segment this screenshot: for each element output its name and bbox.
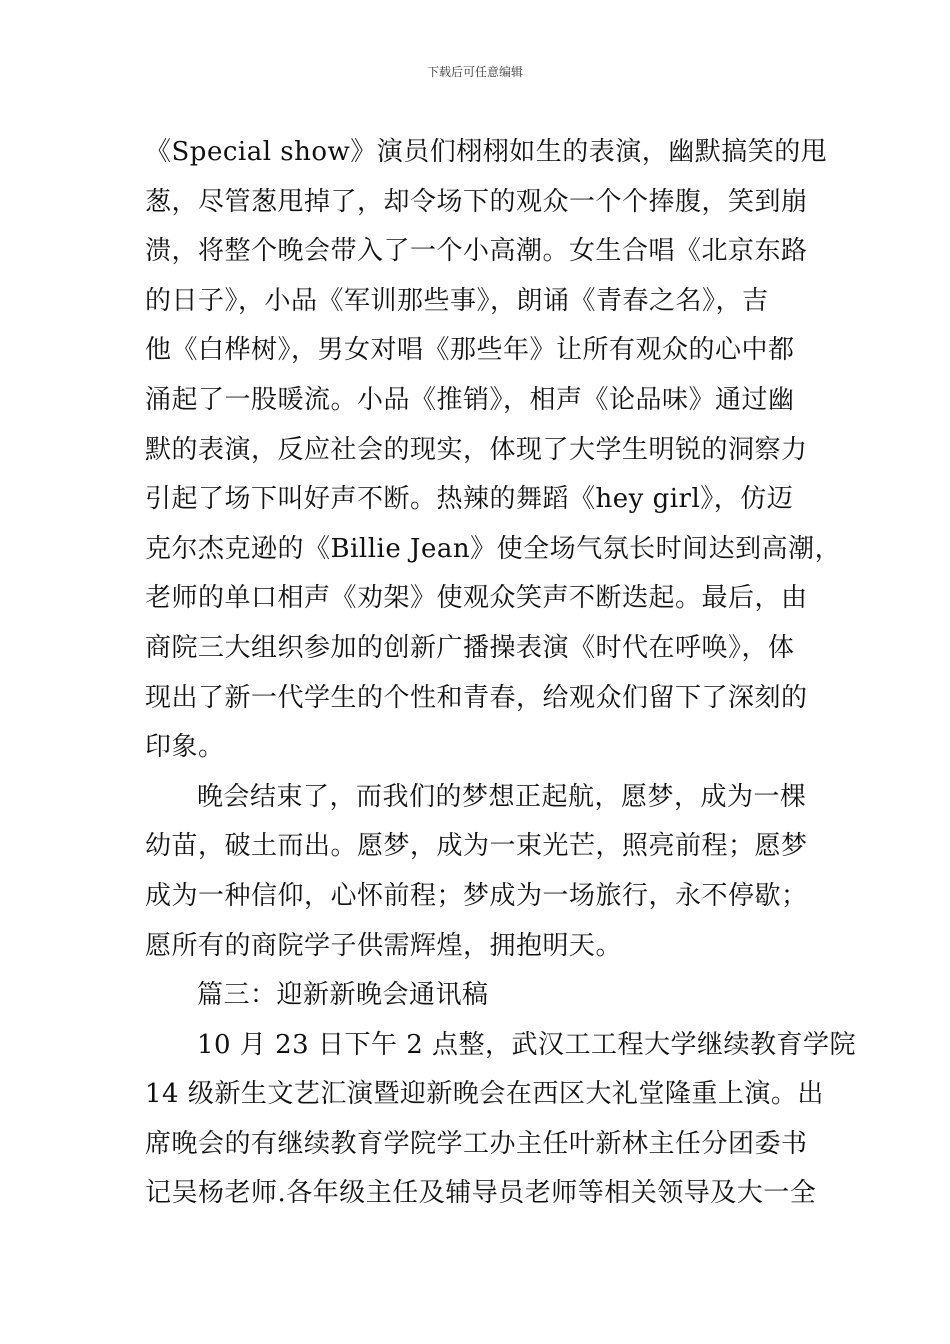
text-line: 溃，将整个晚会带入了一个小高潮。女生合唱《北京东路 [145,236,808,267]
page-header-note: 下载后可任意编辑 [426,65,523,79]
document-body [145,128,857,1219]
text-line: 14 级新生文艺汇演暨迎新晚会在西区大礼堂隆重上演。出 [145,1079,824,1110]
text-line: 克尔杰克逊的《Billie Jean》使全场气氛长时间达到高潮， [145,533,842,564]
text-line: 席晚会的有继续教育学院学工办主任叶新林主任分团委书 [145,1128,808,1159]
text-line: 印象。 [145,732,225,763]
text-line: 成为一种信仰，心怀前程；梦成为一场旅行，永不停歇； [145,880,808,911]
paragraph-start-line: 晚会结束了，而我们的梦想正起航，愿梦，成为一棵 [197,781,807,812]
text-line: 商院三大组织参加的创新广播操表演《时代在呼唤》，体 [145,632,795,663]
text-line: 愿所有的商院学子供需辉煌，拥抱明天。 [145,930,623,961]
paragraph-start-line: 10 月 23 日下午 2 点整，武汉工工程大学继续教育学院 [197,1029,857,1060]
text-line: 幼苗，破土而出。愿梦，成为一束光芒，照亮前程；愿梦 [145,831,808,862]
text-line: 引起了场下叫好声不断。热辣的舞蹈《hey girl》，仿迈 [145,484,794,515]
section-heading: 篇三：迎新新晚会通讯稿 [197,980,489,1011]
text-line: 现出了新一代学生的个性和青春，给观众们留下了深刻的 [145,682,808,713]
text-line: 记吴杨老师.各年级主任及辅导员老师等相关领导及大一全 [145,1178,817,1209]
text-line: 葱，尽管葱甩掉了，却令场下的观众一个个捧腹，笑到崩 [145,186,808,217]
text-line: 老师的单口相声《劝架》使观众笑声不断迭起。最后，由 [145,583,808,614]
text-line: 他《白桦树》，男女对唱《那些年》让所有观众的心中都 [145,335,795,366]
text-line: 《Special show》演员们栩栩如生的表演，幽默搞笑的甩 [145,137,828,167]
text-line: 默的表演，反应社会的现实，体现了大学生明锐的洞察力 [145,434,808,465]
text-line: 的日子》，小品《军训那些事》，朗诵《青春之名》，吉 [145,285,769,316]
text-line: 涌起了一股暖流。小品《推销》，相声《论品味》通过幽 [145,384,795,415]
